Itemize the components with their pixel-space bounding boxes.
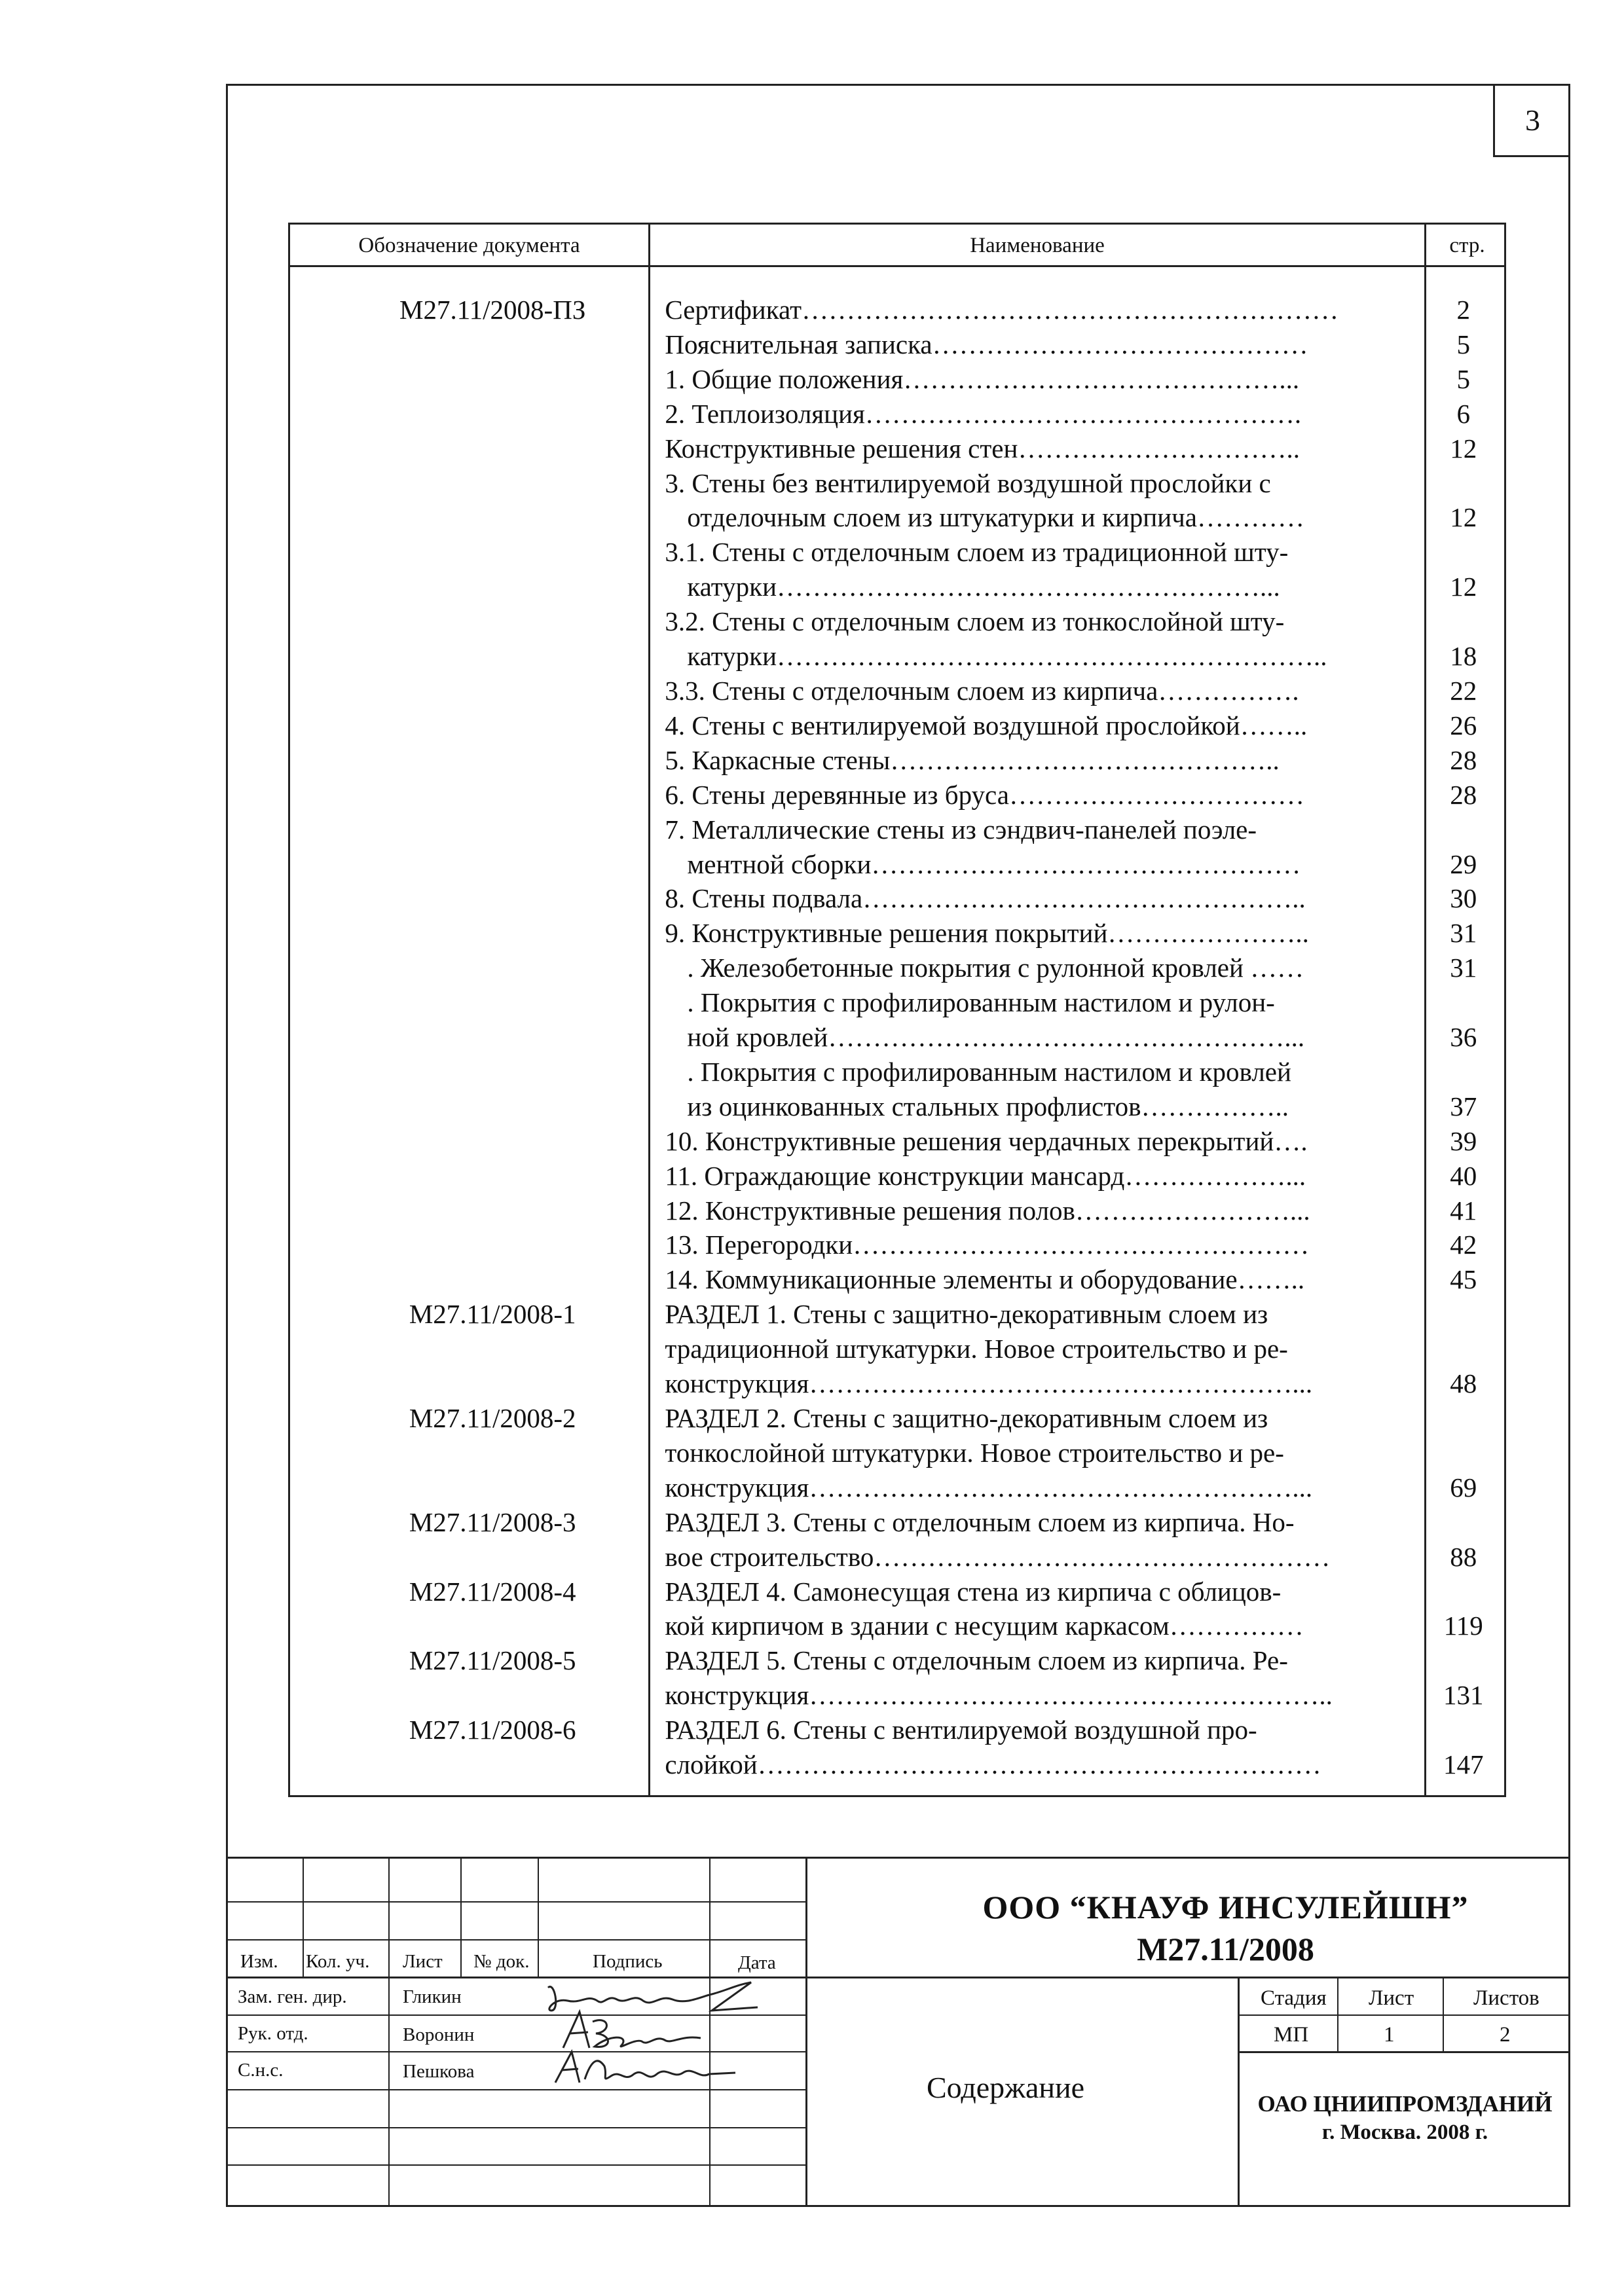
col-list: Лист [403, 1951, 443, 1972]
row-page [1422, 1643, 1504, 1678]
table-row [290, 1747, 1504, 1782]
table-row [290, 1089, 1504, 1124]
contents-table [288, 223, 1506, 1797]
row-designation [290, 500, 649, 535]
sheets-value: 2 [1500, 2023, 1511, 2047]
row-designation [290, 1089, 649, 1124]
row-page [1422, 985, 1504, 1020]
header-designation: Обозначение документа [358, 233, 580, 257]
row-name: 8. Стены подвала………………………………………….. [665, 883, 1306, 914]
row-page: 88 [1450, 1541, 1477, 1572]
row-designation [290, 1609, 649, 1643]
row-name: тонкослойной штукатурки. Новое строительство и ре- [665, 1437, 1284, 1468]
row-page: 22 [1450, 675, 1477, 706]
table-row [290, 881, 1504, 916]
table-row [290, 1436, 1504, 1470]
row-name: катурки…………………………………………………….. [687, 641, 1327, 672]
row-designation [290, 1332, 649, 1366]
table-row [290, 951, 1504, 985]
row-name: кой кирпичом в здании с несущим каркасом…………… [665, 1611, 1304, 1641]
table-row [290, 1713, 1504, 1747]
table-row [290, 431, 1504, 466]
role-head-of-department: Рук. отд. [238, 2023, 308, 2044]
row-page: 12 [1450, 502, 1477, 533]
row-page [1422, 1297, 1504, 1332]
row-name: ной кровлей……………………………………………... [687, 1022, 1305, 1053]
row-designation: М27.11/2008-5 [409, 1645, 576, 1676]
row-page: 12 [1450, 433, 1477, 464]
row-page: 131 [1443, 1680, 1484, 1711]
table-row [290, 985, 1504, 1020]
city-year: г. Москва. 2008 г. [1321, 2121, 1488, 2144]
row-page: 37 [1450, 1091, 1477, 1121]
row-page [1422, 535, 1504, 570]
row-name: РАЗДЕЛ 3. Стены с отделочным слоем из кирпича. Но- [665, 1506, 1295, 1537]
table-row [290, 466, 1504, 501]
col-kol-uch: Кол. уч. [306, 1951, 370, 1972]
row-page [1422, 812, 1504, 847]
table-row [290, 570, 1504, 604]
row-name: Конструктивные решения стен………………………….. [665, 433, 1300, 464]
row-page [1422, 1505, 1504, 1540]
table-row [290, 1332, 1504, 1366]
row-designation [290, 1366, 649, 1401]
row-designation: М27.11/2008-2 [409, 1403, 576, 1433]
table-row [290, 397, 1504, 431]
row-designation: М27.11/2008-6 [409, 1715, 576, 1745]
row-page [1422, 1713, 1504, 1747]
sheet-value: 1 [1384, 2023, 1395, 2047]
table-row [290, 1194, 1504, 1228]
row-name: РАЗДЕЛ 4. Самонесущая стена из кирпича с облицов- [665, 1576, 1282, 1607]
row-designation [290, 743, 649, 778]
table-row [290, 1575, 1504, 1609]
header-page: стр. [1449, 233, 1485, 257]
role-senior-researcher: С.н.с. [238, 2060, 284, 2081]
row-designation [290, 397, 649, 431]
row-designation [290, 1747, 649, 1782]
row-name: из оцинкованных стальных профлистов…………….. [687, 1091, 1289, 1121]
row-page [1422, 1436, 1504, 1470]
table-row [290, 1366, 1504, 1401]
row-name: отделочным слоем из штукатурки и кирпича………… [687, 502, 1305, 533]
row-name: . Покрытия с профилированным настилом и рулон- [687, 987, 1275, 1018]
row-name: . Железобетонные покрытия с рулонной кровлей …… [687, 953, 1304, 983]
row-name: конструкция………………………………………………... [665, 1472, 1313, 1503]
row-name: . Покрытия с профилированным настилом и кровлей [687, 1056, 1291, 1087]
row-page: 5 [1456, 329, 1470, 359]
table-row [290, 778, 1504, 812]
row-name: 3. Стены без вентилируемой воздушной прослойки с [665, 467, 1271, 498]
row-designation [290, 639, 649, 674]
row-designation [290, 1262, 649, 1297]
row-name: 14. Коммуникационные элементы и оборудование…….. [665, 1264, 1305, 1295]
row-name: 3.2. Стены с отделочным слоем из тонкослойной шту- [665, 606, 1285, 637]
row-name: 4. Стены с вентилируемой воздушной прослойкой…….. [665, 710, 1308, 740]
row-designation [290, 362, 649, 397]
row-designation: М27.11/2008-ПЗ [399, 295, 586, 325]
name-glikin: Гликин [403, 1986, 462, 2007]
row-name: 12. Конструктивные решения полов……………………... [665, 1195, 1310, 1226]
row-designation [290, 881, 649, 916]
row-designation [290, 1020, 649, 1055]
row-name: 3.3. Стены с отделочным слоем из кирпича……………. [665, 675, 1299, 706]
table-row [290, 1055, 1504, 1089]
row-name: 2. Теплоизоляция…………………………………………. [665, 398, 1302, 429]
signature-peshkova [545, 2047, 742, 2092]
stage-value: МП [1274, 2023, 1309, 2047]
row-name: РАЗДЕЛ 2. Стены с защитно-декоративным слоем из [665, 1403, 1268, 1433]
row-page: 26 [1450, 710, 1477, 740]
table-row [290, 293, 1504, 327]
table-row [290, 1401, 1504, 1436]
row-designation [290, 604, 649, 639]
row-name: Сертификат…………………………………………………… [665, 295, 1339, 325]
row-designation [290, 1194, 649, 1228]
table-row [290, 743, 1504, 778]
row-page: 69 [1450, 1472, 1477, 1503]
row-name: РАЗДЕЛ 1. Стены с защитно-декоративным слоем из [665, 1299, 1268, 1330]
table-row [290, 500, 1504, 535]
table-row [290, 362, 1504, 397]
table-row [290, 327, 1504, 362]
table-row [290, 1159, 1504, 1194]
row-designation [290, 431, 649, 466]
table-row [290, 812, 1504, 847]
row-page: 30 [1450, 883, 1477, 914]
row-page: 41 [1450, 1195, 1477, 1226]
row-name: слойкой……………………………………………………… [665, 1749, 1321, 1780]
row-designation [290, 708, 649, 743]
table-row [290, 1297, 1504, 1332]
row-name: 5. Каркасные стены…………………………………….. [665, 744, 1280, 775]
col-izm: Изм. [240, 1951, 278, 1972]
row-page: 31 [1450, 918, 1477, 949]
row-name: традиционной штукатурки. Новое строительство и ре- [665, 1334, 1288, 1364]
contents-rows [290, 293, 1504, 1782]
table-row [290, 1470, 1504, 1505]
row-name: 11. Ограждающие конструкции мансард………………... [665, 1160, 1306, 1191]
row-designation [290, 1124, 649, 1159]
row-designation [290, 466, 649, 501]
table-row [290, 1228, 1504, 1262]
table-row [290, 1609, 1504, 1643]
row-designation: М27.11/2008-4 [409, 1576, 576, 1607]
sheets-header: Листов [1473, 1986, 1540, 2010]
row-name: конструкция………………………………………………….. [665, 1680, 1333, 1711]
row-page: 18 [1450, 641, 1477, 672]
row-name: Пояснительная записка…………………………………… [665, 329, 1308, 359]
document-code: М27.11/2008 [1137, 1931, 1314, 1967]
row-designation [290, 1470, 649, 1505]
name-voronin: Воронин [403, 2024, 475, 2045]
row-page: 40 [1450, 1160, 1477, 1191]
row-page [1422, 1332, 1504, 1366]
row-page: 29 [1450, 848, 1477, 879]
row-page: 147 [1443, 1749, 1484, 1780]
col-ndok: № док. [473, 1951, 530, 1972]
table-row [290, 1124, 1504, 1159]
row-name: ментной сборки………………………………………… [687, 848, 1301, 879]
row-designation [290, 812, 649, 847]
row-page: 45 [1450, 1264, 1477, 1295]
row-designation [290, 1436, 649, 1470]
row-designation [290, 1055, 649, 1089]
row-name: РАЗДЕЛ 5. Стены с отделочным слоем из кирпича. Ре- [665, 1645, 1288, 1676]
row-designation [290, 327, 649, 362]
row-page: 119 [1443, 1611, 1483, 1641]
row-designation [290, 674, 649, 708]
role-deputy-director: Зам. ген. дир. [238, 1986, 347, 2007]
row-page [1422, 604, 1504, 639]
col-data: Дата [738, 1952, 776, 1973]
row-page: 48 [1450, 1368, 1477, 1399]
row-page: 36 [1450, 1022, 1477, 1053]
row-designation [290, 1540, 649, 1575]
row-designation [290, 916, 649, 951]
row-page: 6 [1456, 398, 1470, 429]
row-designation [290, 570, 649, 604]
row-page [1422, 1401, 1504, 1436]
table-row [290, 847, 1504, 882]
row-designation: М27.11/2008-3 [409, 1506, 576, 1537]
row-page: 12 [1450, 572, 1477, 602]
row-designation [290, 1678, 649, 1713]
row-page: 28 [1450, 779, 1477, 810]
row-name: 1. Общие положения……………………………………... [665, 363, 1300, 394]
organization-name: ООО “КНАУФ ИНСУЛЕЙШН” [982, 1889, 1469, 1925]
table-row [290, 639, 1504, 674]
row-designation: М27.11/2008-1 [409, 1299, 576, 1330]
row-designation [290, 1228, 649, 1262]
title-block [226, 1857, 1570, 2207]
table-row [290, 1643, 1504, 1678]
table-row [290, 535, 1504, 570]
name-peshkova: Пешкова [403, 2061, 475, 2082]
row-name: катурки………………………………………………... [687, 572, 1280, 602]
table-row [290, 674, 1504, 708]
row-page: 2 [1456, 295, 1470, 325]
institute-name: ОАО ЦНИИПРОМЗДАНИЙ [1257, 2091, 1553, 2117]
row-name: 6. Стены деревянные из бруса…………………………… [665, 779, 1304, 810]
row-name: 9. Конструктивные решения покрытий………………….. [665, 918, 1309, 949]
row-page [1422, 466, 1504, 501]
table-row [290, 604, 1504, 639]
table-row [290, 1505, 1504, 1540]
row-name: 13. Перегородки…………………………………………… [665, 1230, 1310, 1260]
row-name: конструкция………………………………………………... [665, 1368, 1313, 1399]
row-name: 10. Конструктивные решения чердачных перекрытий…. [665, 1125, 1308, 1156]
row-page: 39 [1450, 1125, 1477, 1156]
row-name: 7. Металлические стены из сэндвич-панелей поэле- [665, 814, 1257, 845]
row-designation [290, 1159, 649, 1194]
table-row [290, 1020, 1504, 1055]
table-row [290, 1540, 1504, 1575]
row-page [1422, 1575, 1504, 1609]
row-page: 31 [1450, 953, 1477, 983]
table-row [290, 916, 1504, 951]
sheet-number: 3 [1493, 85, 1570, 157]
stage-header: Стадия [1261, 1986, 1327, 2010]
sheet-title: Содержание [927, 2071, 1085, 2104]
row-page: 42 [1450, 1230, 1477, 1260]
row-page: 5 [1456, 363, 1470, 394]
row-designation [290, 951, 649, 985]
table-row [290, 708, 1504, 743]
row-page: 28 [1450, 744, 1477, 775]
sheet-header: Лист [1369, 1986, 1414, 2010]
row-page [1422, 1055, 1504, 1089]
row-name: вое строительство…………………………………………… [665, 1541, 1331, 1572]
table-row [290, 1262, 1504, 1297]
row-name: 3.1. Стены с отделочным слоем из традиционной шту- [665, 537, 1289, 568]
table-row [290, 1678, 1504, 1713]
col-podpis: Подпись [593, 1951, 663, 1972]
row-designation [290, 985, 649, 1020]
header-name: Наименование [970, 233, 1105, 257]
row-name: РАЗДЕЛ 6. Стены с вентилируемой воздушной про- [665, 1715, 1257, 1745]
row-designation [290, 778, 649, 812]
row-designation [290, 535, 649, 570]
row-designation [290, 847, 649, 882]
